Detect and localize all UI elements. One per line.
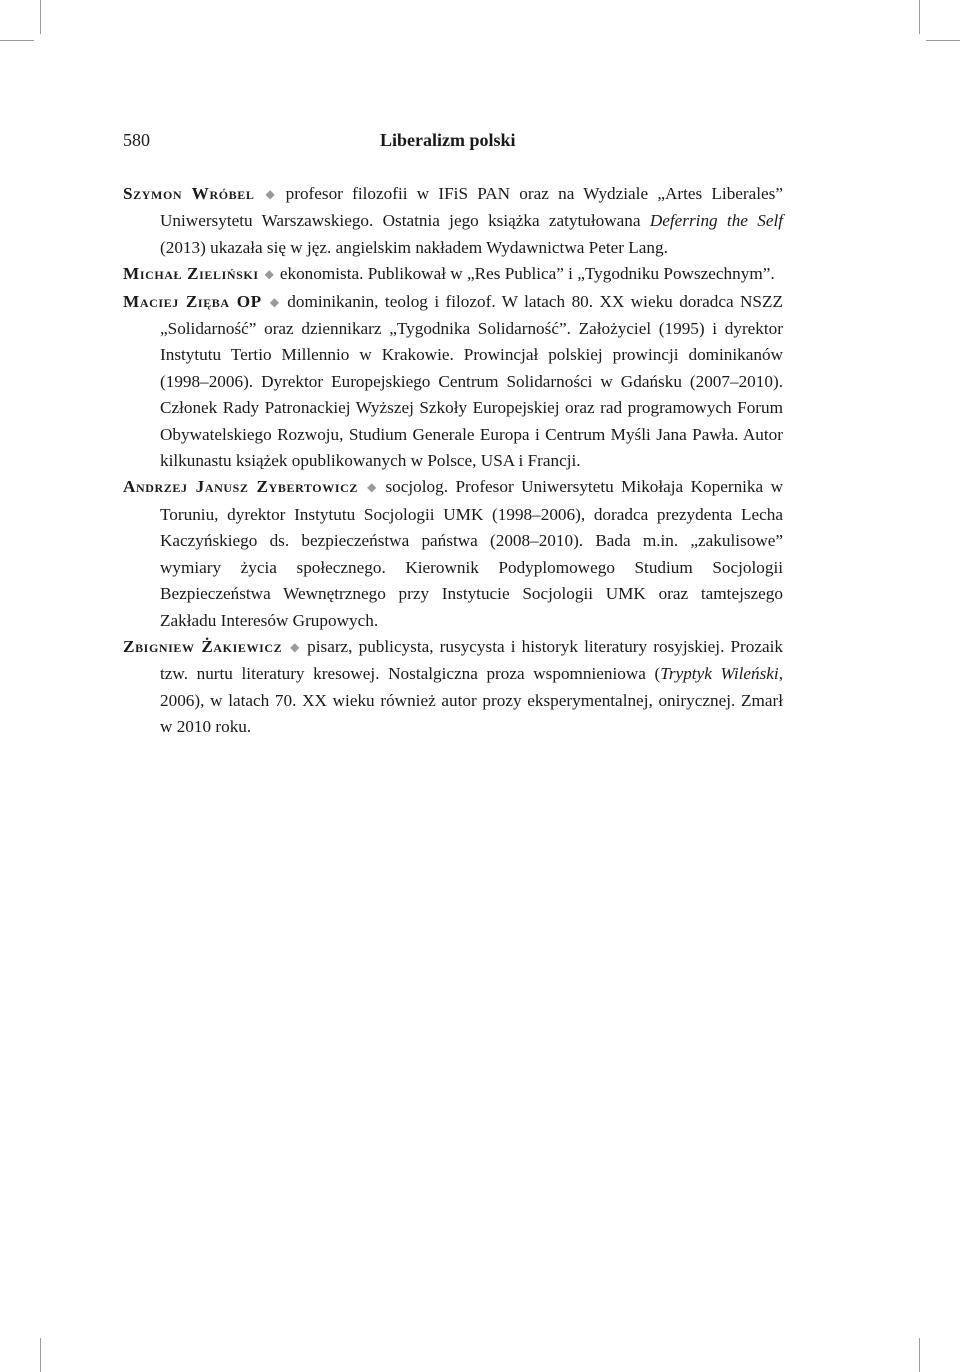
biography-entry-zieba: [123, 289, 783, 475]
entry-text: ekonomista. Publikował w „Res Publica” i „Tygodniku Powszechnym”.: [279, 264, 775, 284]
entry-text-continued: (2013) ukazała się w jęz. angielskim nakładem Wydawnictwa Peter Lang.: [160, 237, 668, 257]
diamond-separator-icon: ◆: [267, 294, 282, 309]
entry-name: Zbigniew Żakiewicz: [123, 636, 283, 656]
biography-entry-zielinski: [123, 261, 783, 288]
biography-list: [123, 181, 783, 741]
crop-mark-top-right-horizontal: [926, 40, 960, 41]
entry-text: profesor filozofii w IFiS PAN oraz na Wydziale „Artes Liberales” Uniwersytetu Warszawskiego. Ostatnia jego książka zatytułowana: [160, 184, 783, 231]
biography-entry-zakiewicz: [123, 634, 783, 741]
entry-name: Maciej Zięba OP: [123, 291, 262, 311]
page-header: [123, 130, 782, 154]
diamond-separator-icon: ◆: [264, 267, 274, 282]
entry-name: Michał Zieliński: [123, 264, 259, 284]
entry-name: Szymon Wróbel: [123, 184, 255, 203]
crop-mark-top-left-vertical: [40, 0, 41, 34]
crop-mark-bottom-left-vertical: [40, 1338, 41, 1372]
crop-mark-top-right-vertical: [919, 0, 920, 34]
crop-mark-bottom-right-vertical: [919, 1338, 920, 1372]
book-title: Deferring the Self: [649, 211, 783, 231]
entry-text: pisarz, publicysta, rusycysta i historyk literatury rosyjskiej. Prozaik tzw. nurtu literatury kresowej. Nostalgiczna proza wspomnieniowa (: [160, 636, 784, 684]
diamond-separator-icon: ◆: [363, 480, 380, 495]
biography-entry-zybertowicz: [123, 474, 783, 633]
diamond-separator-icon: ◆: [260, 187, 280, 201]
running-title: Liberalizm polski: [380, 130, 516, 150]
book-title: Tryptyk Wileński: [660, 664, 779, 684]
crop-mark-top-left-horizontal: [0, 40, 34, 41]
entry-text-continued: , 2006), w latach 70. XX wieku również autor prozy eksperymentalnej, onirycznej. Zmarł w 2010 roku.: [160, 664, 783, 737]
biography-entry-wrobel: [123, 181, 783, 261]
page-number: 580: [123, 130, 150, 150]
entry-text: socjolog. Profesor Uniwersytetu Mikołaja Kopernika w Toruniu, dyrektor Instytutu Socjologii UMK (1998–2006), doradca prezydenta Lecha Kaczyńskiego ds. bezpieczeństwa państwa (2008–2010). Bada m.in. „zakulisowe” wymiary życia społecznego. Kierownik Podyplomowego Studium Socjologii Bezpieczeństwa Wewnętrznego przy Instytucie Socjologii UMK oraz tamtejszego Zakładu Interesów Grupowych.: [160, 477, 783, 630]
diamond-separator-icon: ◆: [288, 639, 302, 654]
entry-text: dominikanin, teolog i filozof. W latach 80. XX wieku doradca NSZZ „Solidarność” oraz dziennikarz „Tygodnika Solidarność”. Założyciel (1995) i dyrektor Instytutu Tertio Millennio w Krakowie. Prowincjał polskiej prowincji dominikanów (1998–2006). Dyrektor Europejskiego Centrum Solidarności w Gdańsku (2007–2010). Członek Rady Patronackiej Wyższej Szkoły Europejskiej oraz rad programowych Forum Obywatelskiego Rozwoju, Studium Generale Europa i Centrum Myśli Jana Pawła. Autor kilkunastu książek opublikowanych w Polsce, USA i Francji.: [160, 291, 783, 471]
entry-name: Andrzej Janusz Zybertowicz: [123, 477, 358, 497]
